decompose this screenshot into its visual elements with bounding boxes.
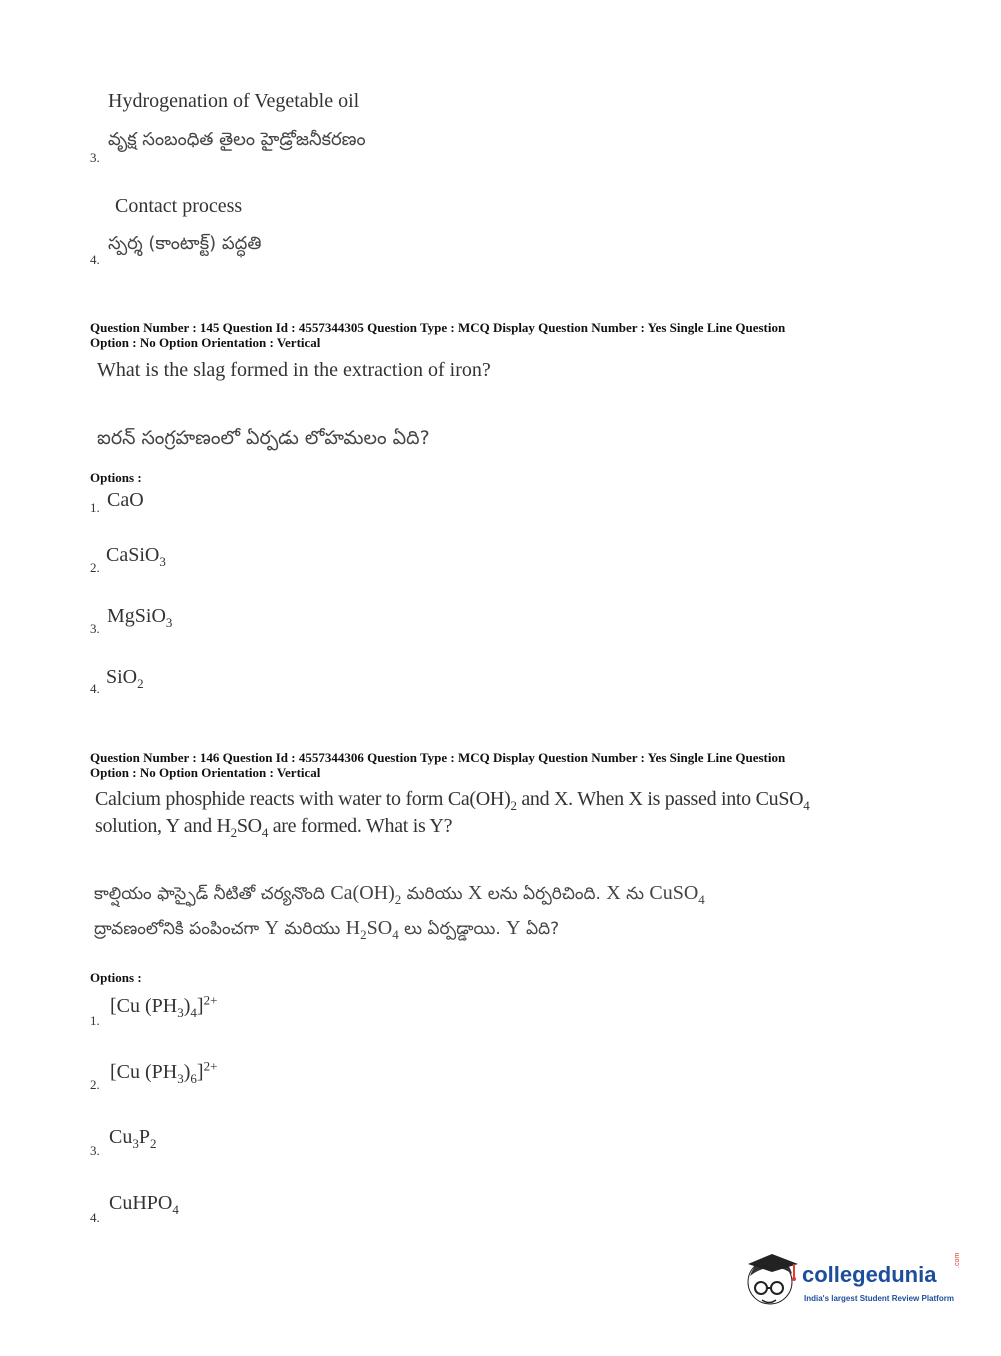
q145-option-4-text: SiO$_2$ [106,666,144,691]
q146-option-1-text: [Cu $(PH_3)_4]^{2+}$ [110,992,218,1020]
q146-option-4-text: CuHPO$_4$ [109,1192,179,1217]
prev-option-3-english: Hydrogenation of Vegetable oil [108,90,360,112]
q146-meta-line1: Question Number : 146 Question Id : 4557344306 Question Type : MCQ Display Question Number : Yes Single Line Question [90,750,786,765]
prev-option-3-number: 3. [90,150,100,165]
prev-option-4-english: Contact process [115,195,243,217]
q145-option-3-text: MgSiO$_3$ [107,605,173,630]
q145-meta-line1: Question Number : 145 Question Id : 4557344305 Question Type : MCQ Display Question Number : Yes Single Line Question [90,320,786,335]
q145-option-3-number: 3. [90,621,100,636]
q145-options-label: Options : [90,470,142,485]
q146-meta-line2: Option : No Option Orientation : Vertical [90,765,321,780]
q146-question-english-line1: Calcium phosphide reacts with water to form $Ca(OH)_2$ and X. When X is passed into CuSO$_4$ [95,788,810,813]
q145-question-telugu: ఐరన్ సంగ్రహణంలో ఏర్పడు లోహమలం ఏది? [97,427,430,449]
q146-options-label: Options : [90,970,142,985]
q145-option-2-number: 2. [90,560,100,575]
logo-tagline: India's largest Student Review Platform [804,1294,954,1303]
mascot-icon [742,1250,802,1314]
prev-option-4-telugu: స్పర్శ (కాంటాక్ట్) పద్ధతి [108,233,262,254]
q146-option-2-text: [Cu $(PH_3)_6]^{2+}$ [110,1058,218,1086]
q145-option-1-number: 1. [90,500,100,515]
logo-brand-suffix: .com [954,1252,961,1268]
q146-question-telugu-line1: కాల్షియం ఫాస్ఫైడ్ నీటితో చర్యనొంది $Ca(OH)_2$ మరియు X లను ఏర్పరిచింది. X ను CuSO$_4$ [94,882,705,907]
q145-option-2-text: CaSiO$_3$ [106,544,166,569]
q146-option-2-number: 2. [90,1077,100,1092]
q145-meta-line2: Option : No Option Orientation : Vertical [90,335,321,350]
q145-question-english: What is the slag formed in the extraction of iron? [97,359,491,381]
prev-option-4-number: 4. [90,252,100,267]
q146-option-1-number: 1. [90,1013,100,1028]
prev-option-3-telugu: వృక్ష సంబంధిత తైలం హైడ్రోజనీకరణం [108,129,366,150]
q145-option-1-text: CaO [107,489,144,511]
q146-question-english-line2: solution, Y and $H_2SO_4$ are formed. What is Y? [95,815,453,840]
q145-option-4-number: 4. [90,681,100,696]
q146-option-3-text: $Cu_3P_2$ [109,1126,157,1151]
collegedunia-logo[interactable] [742,1250,972,1320]
q146-option-3-number: 3. [90,1143,100,1158]
q146-option-4-number: 4. [90,1210,100,1225]
q146-question-telugu-line2: ద్రావణంలోనికి పంపించగా Y మరియు $H_2SO_4$ లు ఏర్పడ్డాయి. Y ఏది? [94,917,560,942]
logo-brand-name: collegedunia [802,1262,937,1287]
